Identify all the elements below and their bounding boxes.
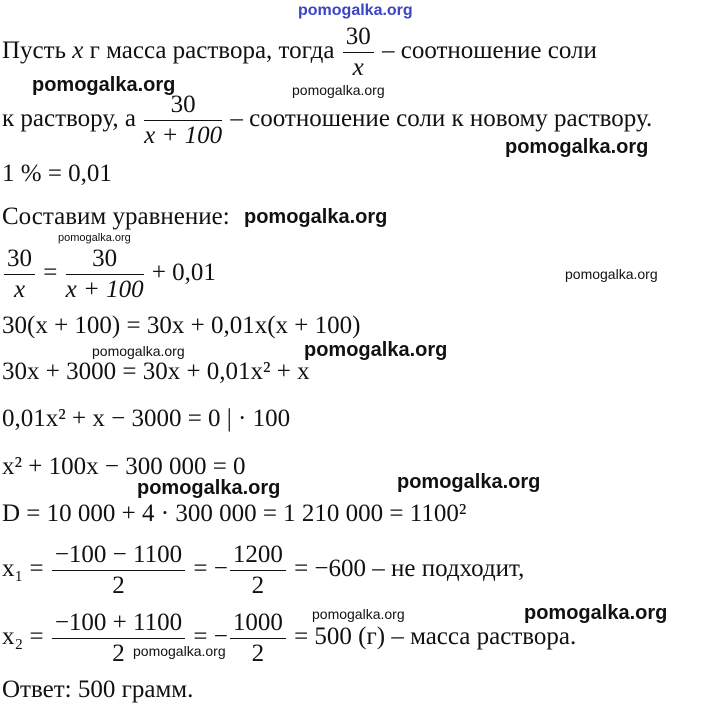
watermark: pomogalka.org: [524, 602, 668, 624]
line-5-equation: $\frac{30}{x}$ = $\frac{30}{x + 100}$ + 0,01: [2, 244, 216, 305]
line-8: 0,01x² + x − 3000 = 0 | · 100: [2, 405, 291, 432]
watermark: pomogalka.org: [58, 232, 131, 244]
line-12-x2: x₂ = $\frac{-100 + 1100}{2}$ = − $\frac{1000}{2}$ = 500 (г) – масса раствора.: [2, 609, 577, 667]
watermark: pomogalka.org: [292, 82, 385, 98]
watermark: pomogalka.org: [244, 206, 388, 228]
line-1: Пусть x г масса раствора, тогда $\frac{30}{x}$ – соотношение соли: [2, 23, 597, 81]
watermark: pomogalka.org: [312, 606, 405, 622]
watermark-top[interactable]: pomogalka.org: [298, 2, 413, 19]
watermark: pomogalka.org: [565, 266, 658, 282]
line-7: 30x + 3000 = 30x + 0,01x² + x: [2, 358, 310, 385]
watermark: pomogalka.org: [137, 477, 281, 499]
line-10: D = 10 000 + 4 · 300 000 = 1 210 000 = 1100²: [2, 500, 467, 527]
line-9: x² + 100x − 300 000 = 0: [2, 453, 246, 480]
answer-line: Ответ: 500 грамм.: [2, 676, 194, 703]
line-3: 1 % = 0,01: [2, 160, 112, 187]
watermark: pomogalka.org: [32, 74, 176, 96]
line-11-x1: x₁ = $\frac{-100 - 1100}{2}$ = − $\frac{1200}{2}$ = −600 – не подходит,: [2, 541, 525, 599]
line-4: Составим уравнение:: [2, 203, 230, 230]
watermark: pomogalka.org: [92, 343, 185, 359]
fraction-30-over-x-plus-100: $\frac{30}{x + 100}$: [144, 91, 223, 149]
fraction-30-over-x: $\frac{30}{x}$: [343, 22, 374, 83]
line-6: 30(x + 100) = 30x + 0,01x(x + 100): [2, 312, 361, 339]
watermark: pomogalka.org: [133, 643, 226, 659]
line-2: к раствору, а $\frac{30}{x + 100}$ – соотношение соли к новому раствору.: [2, 91, 653, 149]
watermark: pomogalka.org: [505, 136, 649, 158]
watermark: pomogalka.org: [304, 339, 448, 361]
watermark: pomogalka.org: [397, 471, 541, 493]
